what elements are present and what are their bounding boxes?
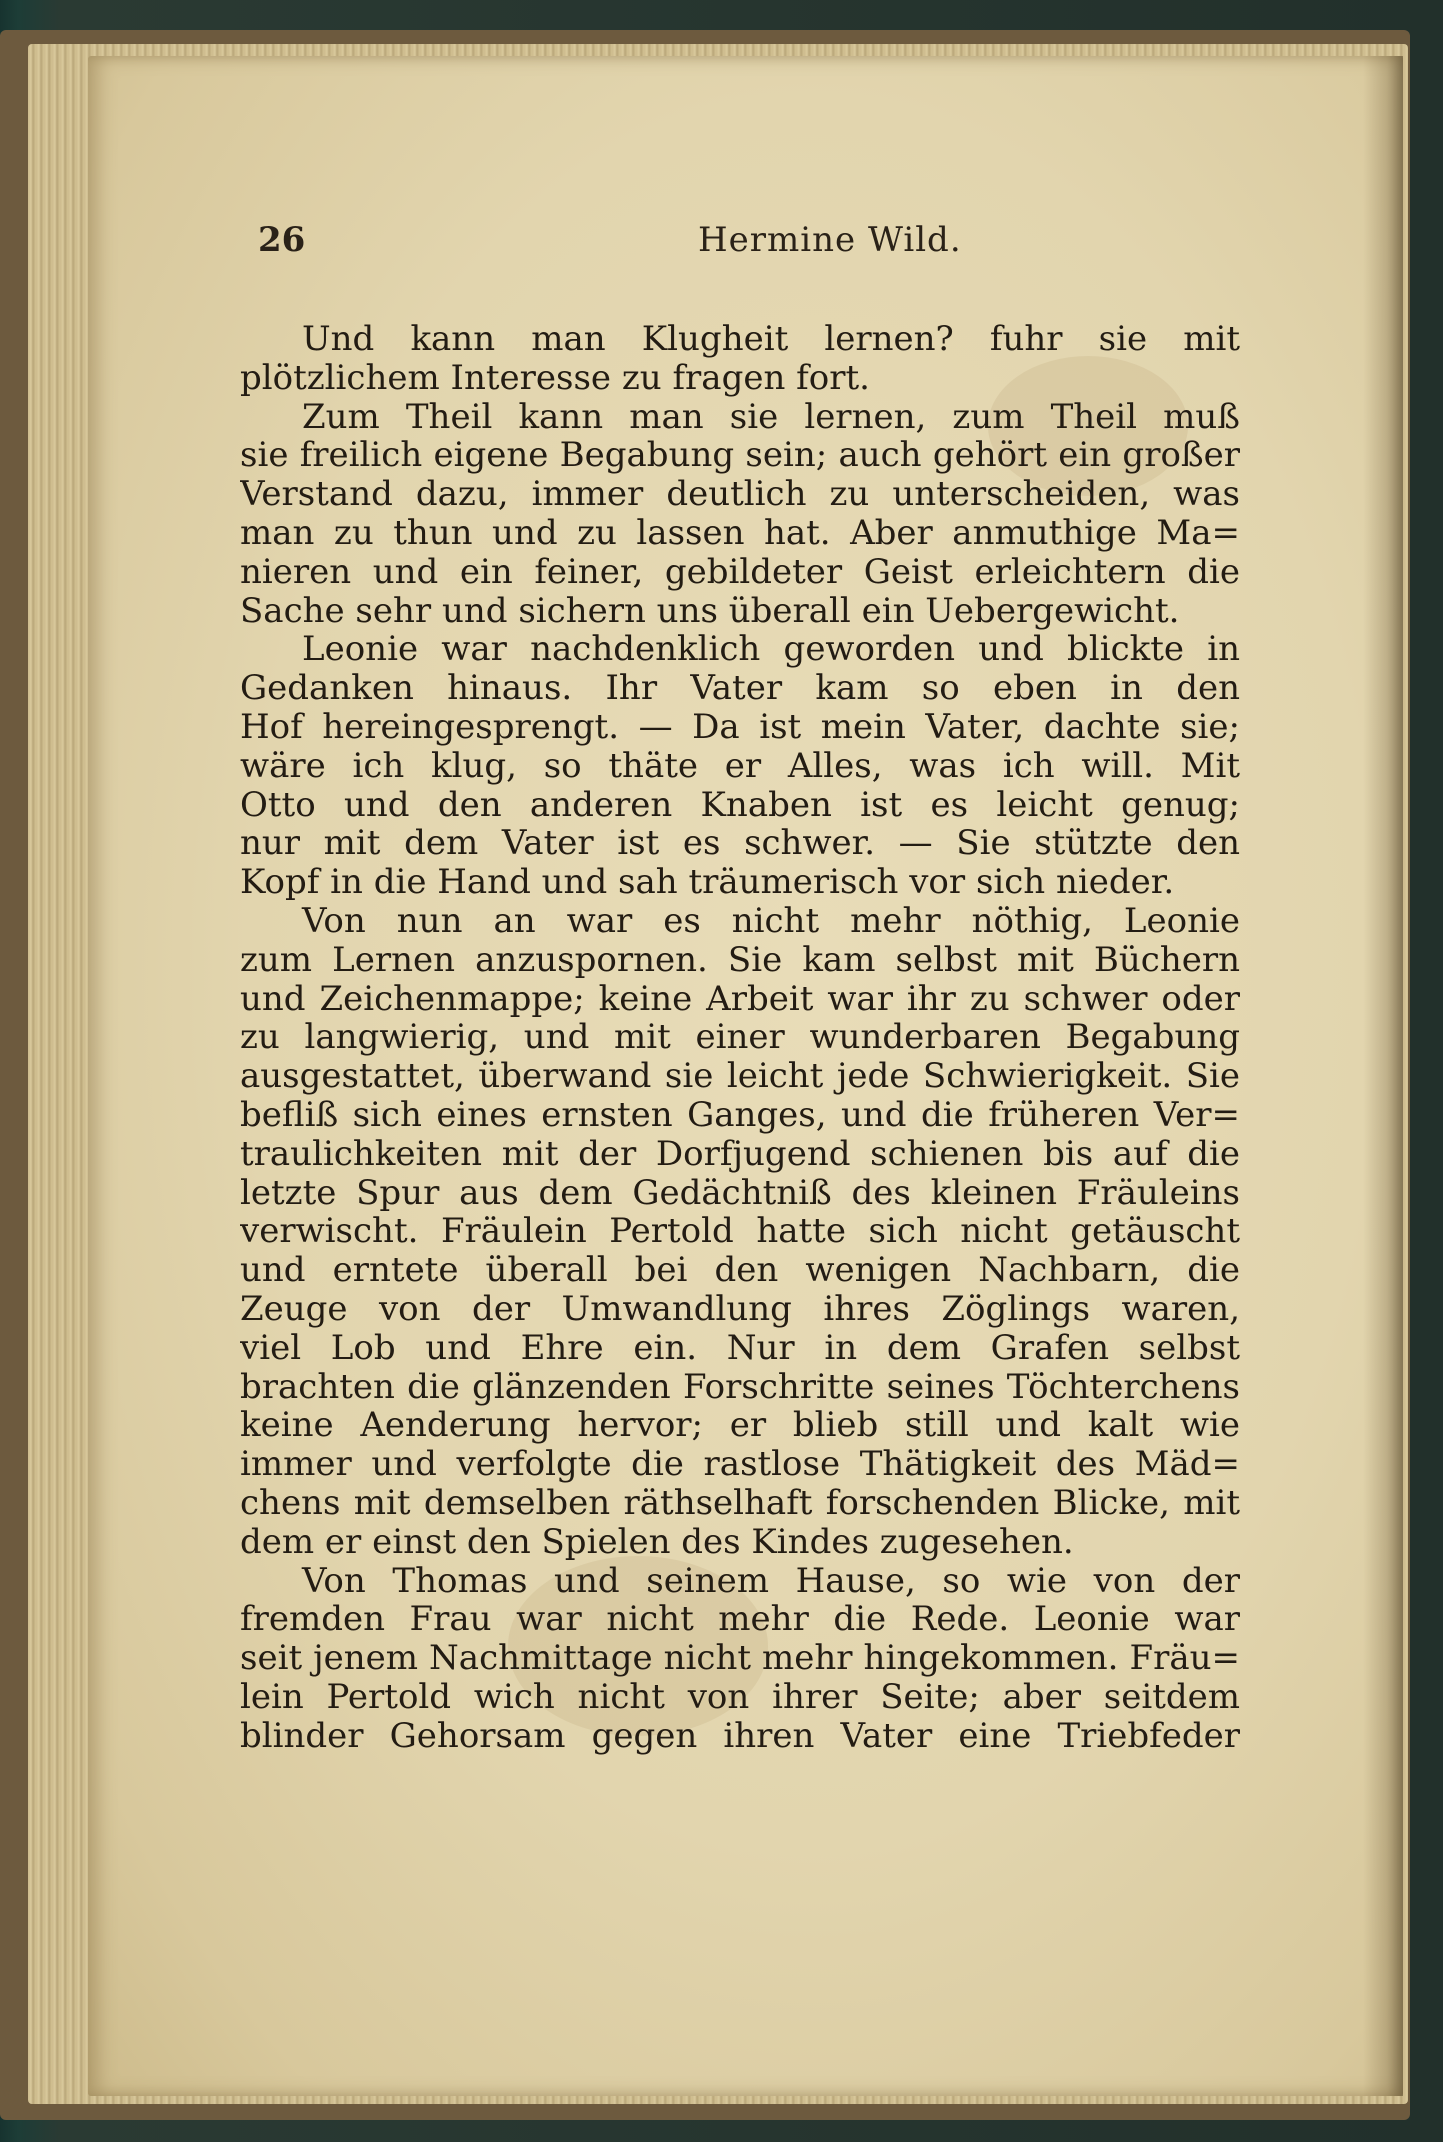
text-line: Zeuge von der Umwandlung ihres Zöglings waren, [240,1289,1240,1329]
text-line: man zu thun und zu lassen hat. Aber anmuthige Ma= [240,513,1240,553]
text-line: ausgestattet, überwand sie leicht jede Schwierigkeit. Sie [240,1057,1240,1096]
text-line: Und kann man Klugheit lernen? fuhr sie mit [302,320,1240,359]
text-line: Von Thomas und seinem Hause, so wie von der [302,1561,1240,1601]
text-line: seit jenem Nachmittage nicht mehr hingekommen. Fräu= [240,1639,1240,1678]
spine-shadow [1363,56,1403,2096]
text-line: letzte Spur aus dem Gedächtniß des kleinen Fräuleins [240,1173,1240,1213]
text-line: Hof hereingesprengt. — Da ist mein Vater, dachte sie; [240,707,1240,747]
text-line: Gedanken hinaus. Ihr Vater kam so eben in den [240,669,1240,708]
text-line: und erntete überall bei den wenigen Nachbarn, die [240,1251,1240,1290]
text-line: lein Pertold wich nicht von ihrer Seite; aber seitdem [240,1677,1240,1717]
text-line: Von nun an war es nicht mehr nöthig, Leonie [302,901,1240,941]
page-number: 26 [258,220,306,260]
running-title: Hermine Wild. [698,220,962,260]
text-line: immer und verfolgte die rastlose Thätigkeit des Mäd= [240,1445,1240,1484]
text-line: plötzlichem Interesse zu fragen fort. [240,358,870,398]
text-line: Zum Theil kann man sie lernen, zum Theil muß [302,397,1240,437]
body-text [240,320,1240,1755]
text-line: nur mit dem Vater ist es schwer. — Sie stützte den [240,824,1240,864]
text-line: keine Aenderung hervor; er blieb still und kalt wie [240,1406,1240,1446]
text-line: und Zeichenmappe; keine Arbeit war ihr zu schwer oder [240,979,1240,1019]
text-line: zu langwierig, und mit einer wunderbaren Begabung [240,1018,1240,1058]
text-line: brachten die glänzenden Forschritte seines Töchterchens [240,1367,1240,1407]
text-line: fremden Frau war nicht mehr die Rede. Leonie war [240,1600,1240,1640]
text-line: zum Lernen anzuspornen. Sie kam selbst mit Büchern [240,940,1240,980]
text-line: wäre ich klug, so thäte er Alles, was ich will. Mit [240,746,1240,786]
text-line: sie freilich eigene Begabung sein; auch gehört ein großer [240,436,1240,476]
text-line: dem er einst den Spielen des Kindes zugesehen. [240,1522,1074,1562]
text-line: chens mit demselben räthselhaft forschenden Blicke, mit [240,1483,1240,1523]
text-line: befliß sich eines ernsten Ganges, und die früheren Ver= [240,1095,1240,1135]
text-line: Leonie war nachdenklich geworden und blickte in [302,630,1240,670]
text-line: Verstand dazu, immer deutlich zu unterscheiden, was [240,475,1240,514]
text-line: verwischt. Fräulein Pertold hatte sich nicht getäuscht [240,1212,1240,1252]
text-line: traulichkeiten mit der Dorfjugend schienen bis auf die [240,1134,1240,1174]
text-line: Otto und den anderen Knaben ist es leicht genug; [240,785,1240,825]
text-line: blinder Gehorsam gegen ihren Vater eine Triebfeder [240,1716,1240,1756]
text-line: Sache sehr und sichern uns überall ein Uebergewicht. [240,591,1180,631]
page-header [258,220,1258,280]
text-line: Kopf in die Hand und sah träumerisch vor sich nieder. [240,863,1175,902]
text-line: nieren und ein feiner, gebildeter Geist erleichtern die [240,552,1240,592]
text-line: viel Lob und Ehre ein. Nur in dem Grafen selbst [240,1328,1240,1368]
